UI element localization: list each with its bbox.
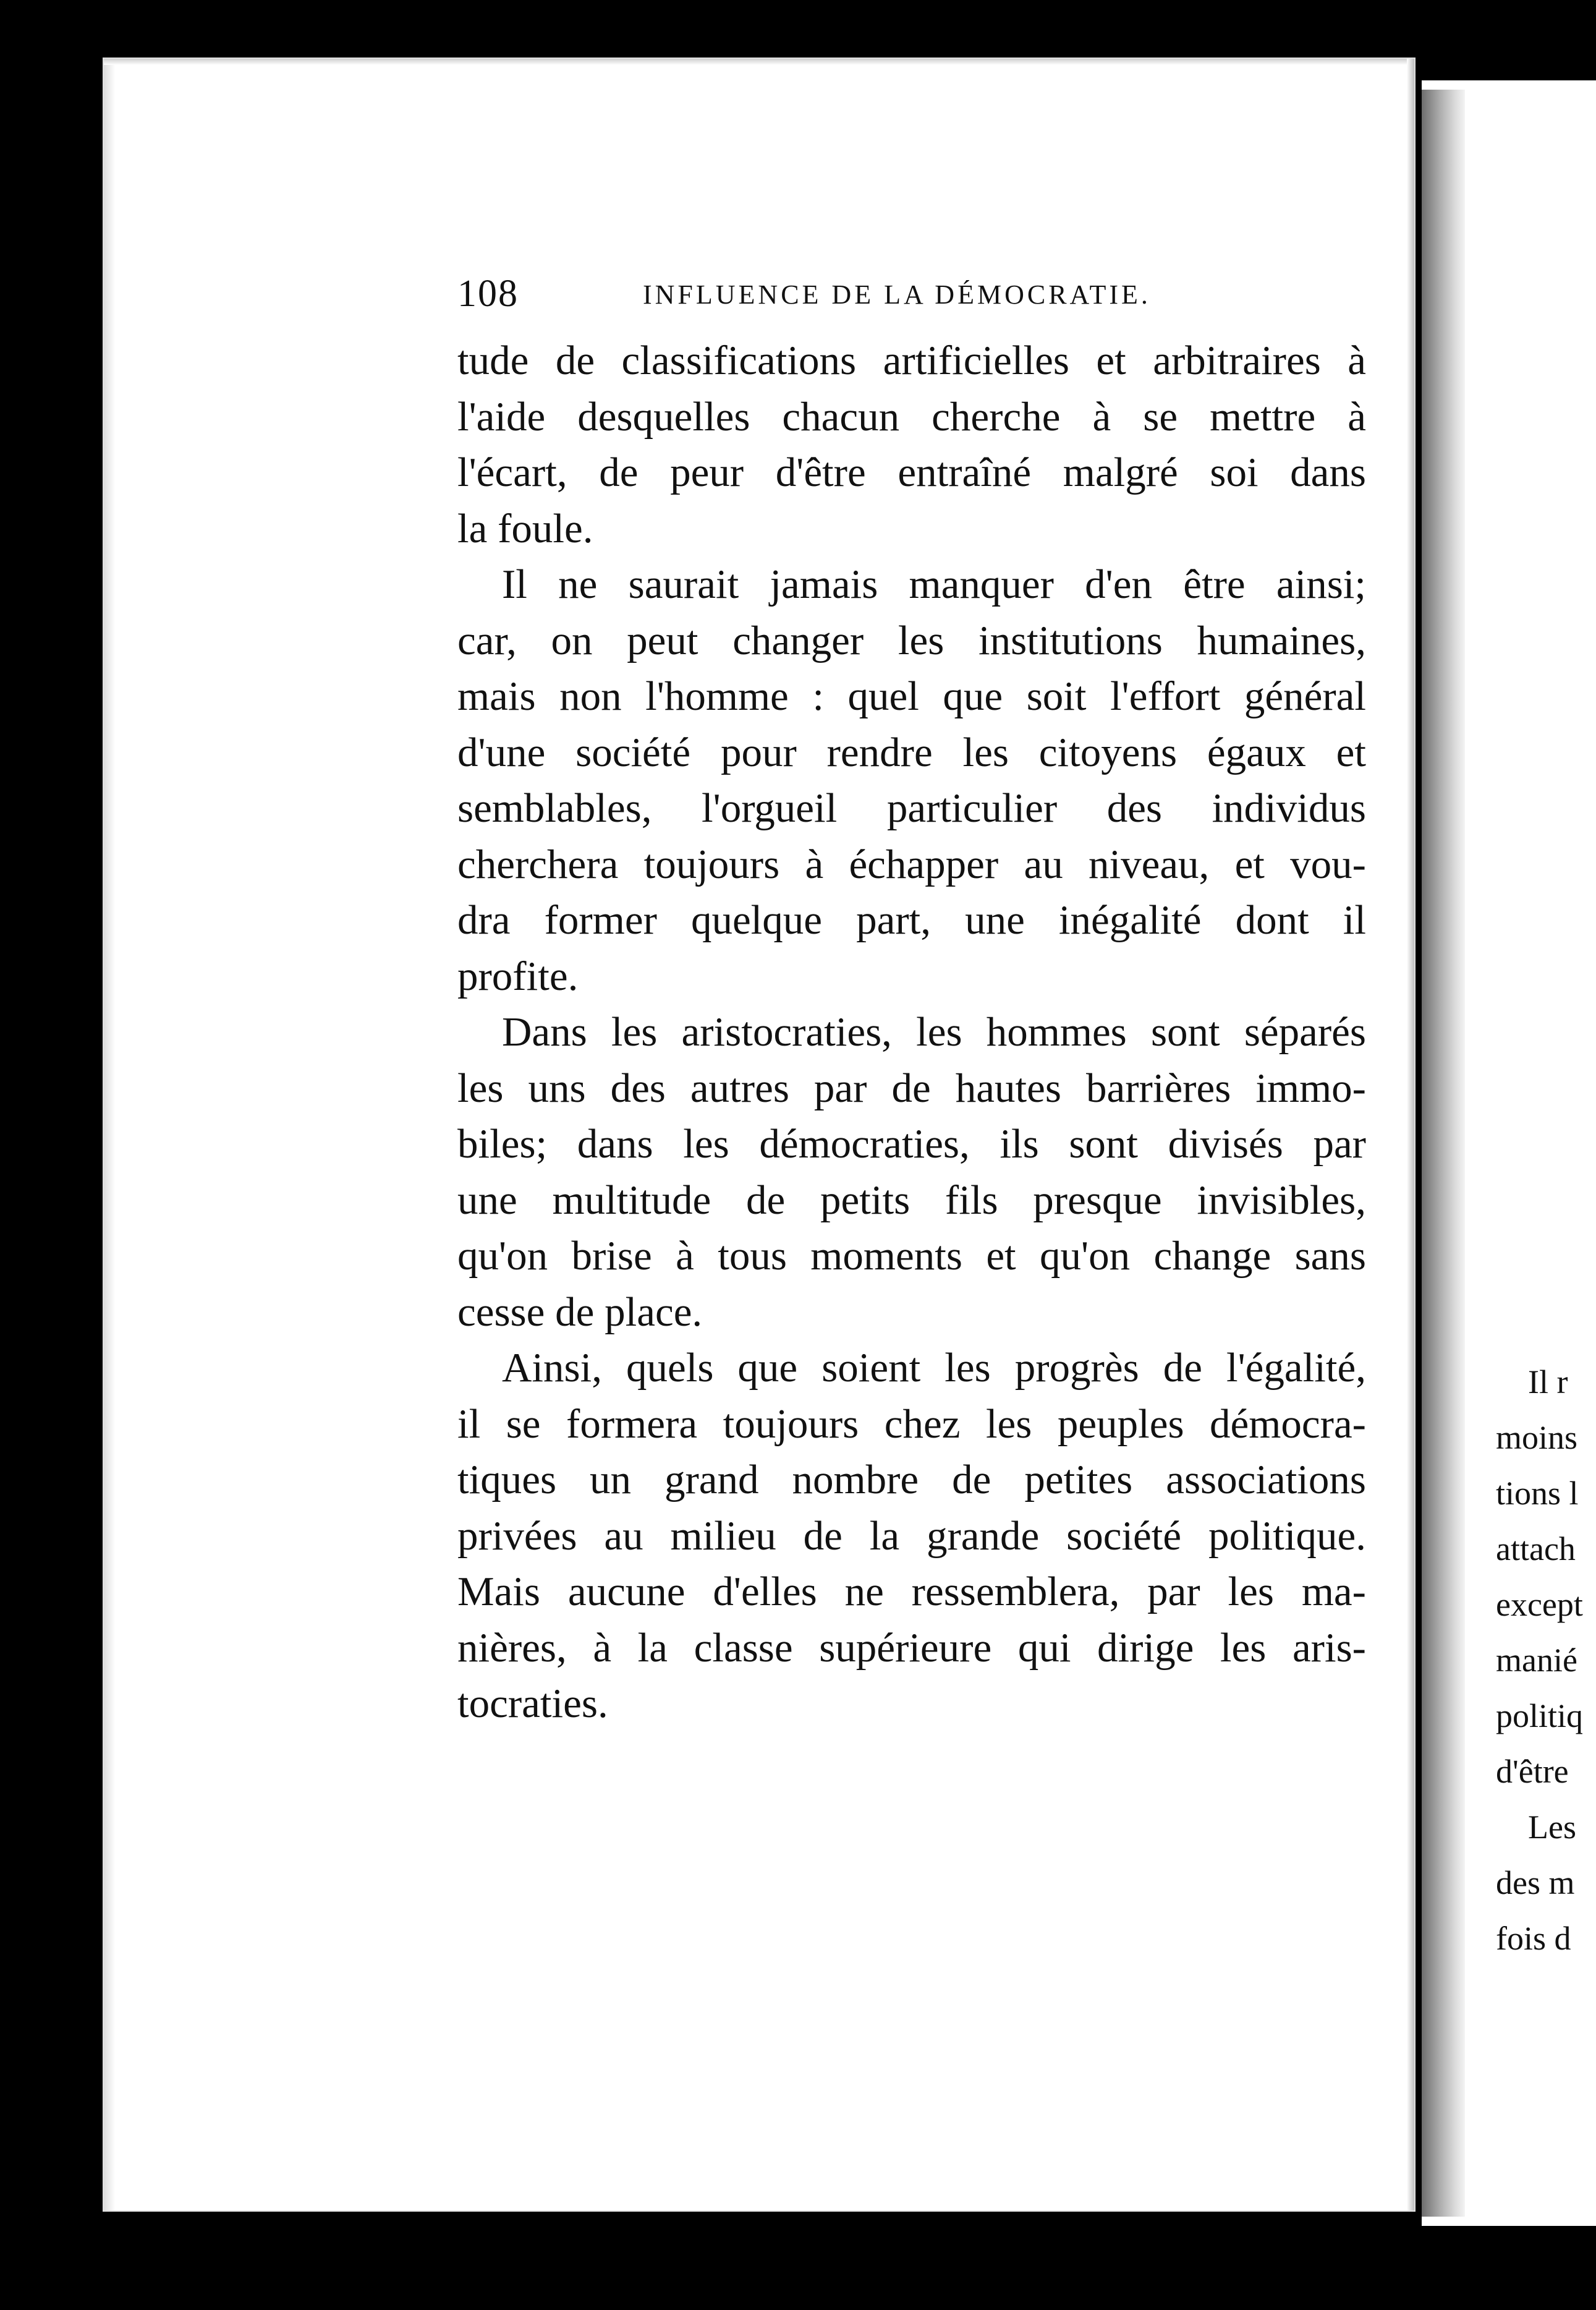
right-fragment: Les: [1528, 1809, 1576, 1846]
text-line: nières, à la classe supérieure qui dirige les aris-: [457, 1624, 1366, 1671]
text-line: une multitude de petits fils presque invisibles,: [457, 1177, 1366, 1223]
right-fragment: politiq: [1496, 1697, 1584, 1734]
text-line: dra former quelque part, une inégalité dont il: [457, 897, 1366, 943]
text-line: il se formera toujours chez les peuples démocra-: [457, 1400, 1366, 1447]
gutter-shadow: [1422, 90, 1465, 2217]
page-number: 108: [457, 273, 519, 315]
body-text: [457, 333, 1366, 1732]
text-line: Dans les aristocraties, les hommes sont séparés: [502, 1009, 1366, 1055]
text-line: d'une société pour rendre les citoyens égaux et: [457, 729, 1366, 775]
text-line: Il ne saurait jamais manquer d'en être ainsi;: [502, 561, 1366, 607]
text-line: mais non l'homme : quel que soit l'effort général: [457, 673, 1366, 719]
right-fragment: tions l: [1496, 1475, 1579, 1512]
right-fragment: except: [1496, 1586, 1583, 1623]
right-fragment: fois d: [1496, 1920, 1571, 1957]
right-fragment: d'être: [1496, 1753, 1569, 1790]
right-fragment: des m: [1496, 1864, 1575, 1901]
running-head: INFLUENCE DE LA DÉMOCRATIE.: [643, 279, 1151, 310]
text-line: tocraties.: [457, 1681, 608, 1726]
text-line: cesse de place.: [457, 1289, 703, 1335]
right-page-text: [1496, 1354, 1596, 1966]
page-top-edge: [104, 59, 1414, 65]
page-header: [457, 269, 1372, 318]
text-line: tude de classifications artificielles et arbitraires à: [457, 338, 1366, 383]
text-line: profite.: [457, 953, 579, 999]
right-fragment: moins: [1496, 1419, 1578, 1456]
text-line: l'écart, de peur d'être entraîné malgré soi dans: [457, 450, 1366, 495]
text-line: qu'on brise à tous moments et qu'on change sans: [457, 1233, 1366, 1279]
text-line: la foule.: [457, 505, 593, 552]
text-line: tiques un grand nombre de petites associations: [457, 1457, 1366, 1502]
text-line: Ainsi, quels que soient les progrès de l'égalité,: [502, 1345, 1366, 1391]
text-line: privées au milieu de la grande société politique.: [457, 1512, 1366, 1559]
text-line: semblables, l'orgueil particulier des individus: [457, 785, 1366, 831]
right-fragment: attach: [1496, 1530, 1576, 1567]
page-right-edge: [1407, 59, 1414, 2210]
page-edge: [104, 59, 115, 2210]
text-line: les uns des autres par de hautes barrières immo-: [457, 1065, 1366, 1111]
right-page: [1422, 80, 1596, 2226]
text-line: Mais aucune d'elles ne ressemblera, par les ma-: [457, 1569, 1366, 1614]
right-fragment: manié: [1496, 1642, 1577, 1679]
right-fragment: Il r: [1528, 1363, 1568, 1400]
text-line: cherchera toujours à échapper au niveau, et vou-: [457, 841, 1366, 887]
text-line: l'aide desquelles chacun cherche à se mettre à: [457, 393, 1366, 440]
text-line: car, on peut changer les institutions humaines,: [457, 617, 1366, 663]
text-line: biles; dans les démocraties, ils sont divisés par: [457, 1121, 1366, 1167]
